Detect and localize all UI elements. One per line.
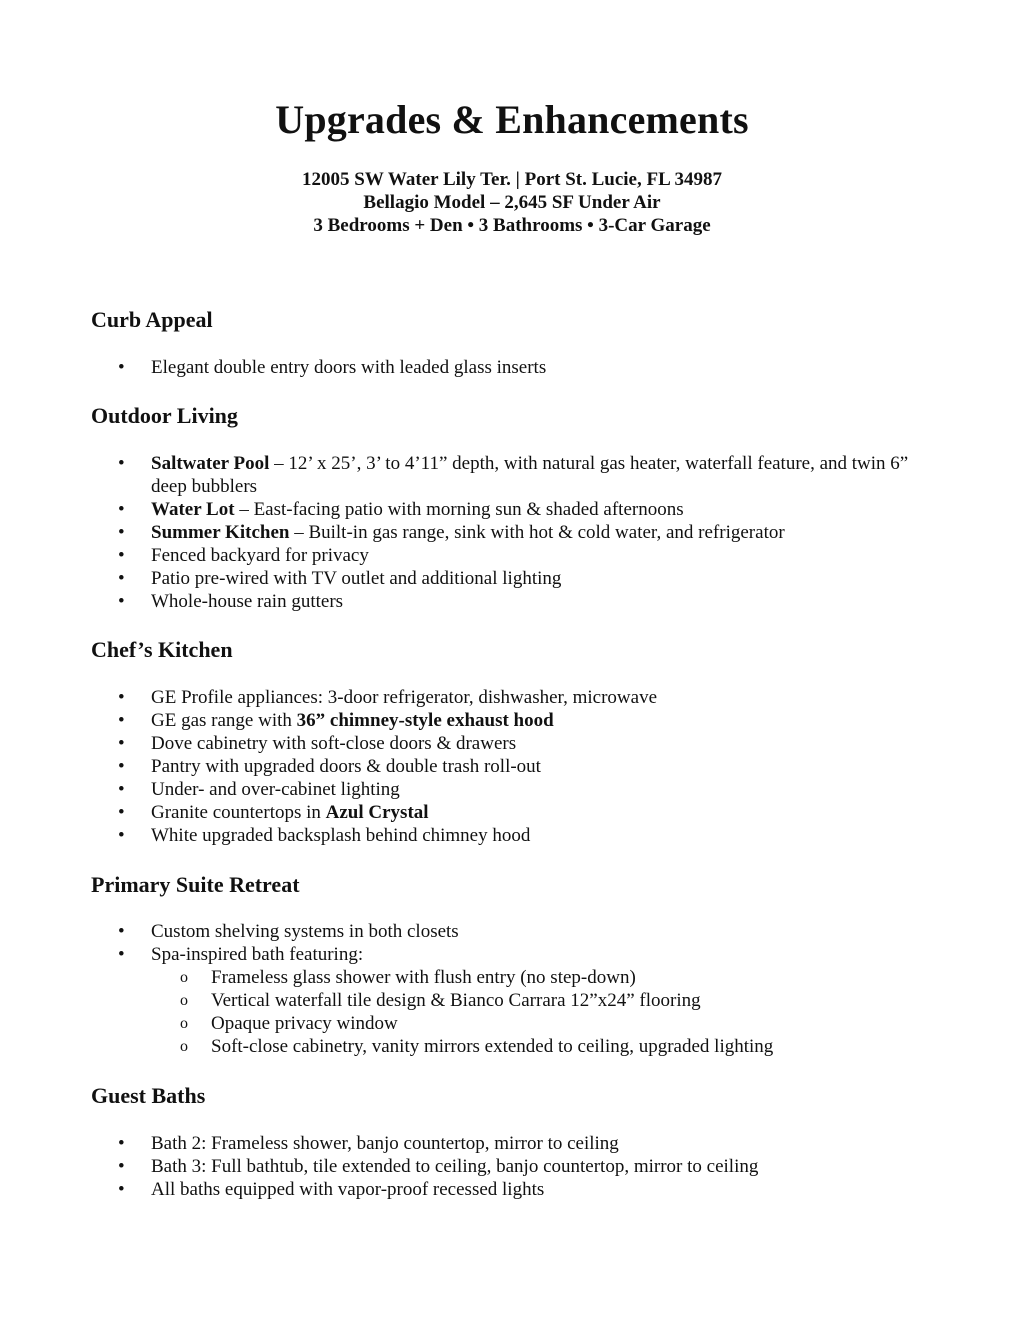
list-item: • Whole-house rain gutters (0, 590, 1024, 613)
item-text: GE gas range with (151, 710, 297, 731)
list-item (0, 801, 1024, 824)
sub-list-item: o Soft-close cabinetry, vanity mirrors extended to ceiling, upgraded lighting (0, 1035, 1024, 1058)
list-item: • Patio pre-wired with TV outlet and additional lighting (0, 567, 1024, 590)
item-label: Saltwater Pool (151, 453, 270, 474)
list-item: • Bath 2: Frameless shower, banjo countertop, mirror to ceiling (0, 1132, 1024, 1155)
sub-list-item: o Frameless glass shower with flush entry (no step-down) (0, 966, 1024, 989)
item-text: – 12’ x 25’, 3’ to 4’11” depth, with natural gas heater, waterfall feature, and twin 6” deep bubblers (151, 453, 909, 497)
document-title: Upgrades & Enhancements (275, 97, 749, 142)
item-text: – East-facing patio with morning sun & shaded afternoons (234, 499, 684, 520)
list-item (0, 709, 1024, 732)
item-highlight: Azul Crystal (325, 802, 429, 823)
list-item: • Dove cabinetry with soft-close doors & drawers (0, 732, 1024, 755)
list-item (0, 498, 1024, 521)
list-item: • Bath 3: Full bathtub, tile extended to ceiling, banjo countertop, mirror to ceiling (0, 1155, 1024, 1178)
section-heading-guest-baths: Guest Baths (91, 1083, 206, 1108)
item-text: Granite countertops in (151, 802, 326, 823)
list-item: • Custom shelving systems in both closets (0, 920, 1024, 943)
address-line: 12005 SW Water Lily Ter. | Port St. Lucie, FL 34987 (302, 169, 722, 190)
list-item: • Elegant double entry doors with leaded glass inserts (0, 356, 1024, 379)
model-line: Bellagio Model – 2,645 SF Under Air (363, 192, 661, 213)
list-item: • Pantry with upgraded doors & double trash roll-out (0, 755, 1024, 778)
list-item (0, 521, 1024, 544)
list-item: • Fenced backyard for privacy (0, 544, 1024, 567)
guest-baths-list (0, 1132, 1024, 1201)
section-heading-curb-appeal: Curb Appeal (91, 307, 213, 332)
list-item: • GE Profile appliances: 3-door refrigerator, dishwasher, microwave (0, 686, 1024, 709)
section-heading-primary-suite: Primary Suite Retreat (91, 872, 300, 897)
item-label: Water Lot (151, 499, 235, 520)
list-item: • Under- and over-cabinet lighting (0, 778, 1024, 801)
section-heading-outdoor-living: Outdoor Living (91, 403, 238, 428)
rooms-line: 3 Bedrooms + Den • 3 Bathrooms • 3-Car Garage (313, 215, 711, 236)
primary-suite-list (0, 920, 1024, 1058)
sub-list-item: o Vertical waterfall tile design & Bianco Carrara 12”x24” flooring (0, 989, 1024, 1012)
sub-list-item: o Opaque privacy window (0, 1012, 1024, 1035)
curb-appeal-list (0, 356, 1024, 379)
chefs-kitchen-list (0, 686, 1024, 847)
item-label: Summer Kitchen (151, 522, 290, 543)
outdoor-living-list (0, 452, 1024, 613)
list-item: • All baths equipped with vapor-proof recessed lights (0, 1178, 1024, 1201)
list-item: • Spa-inspired bath featuring: (0, 943, 1024, 966)
item-highlight: 36” chimney-style exhaust hood (296, 710, 554, 731)
item-text: – Built-in gas range, sink with hot & cold water, and refrigerator (289, 522, 785, 543)
list-item (0, 452, 1024, 498)
list-item: • White upgraded backsplash behind chimney hood (0, 824, 1024, 847)
section-heading-chefs-kitchen: Chef’s Kitchen (91, 637, 233, 662)
